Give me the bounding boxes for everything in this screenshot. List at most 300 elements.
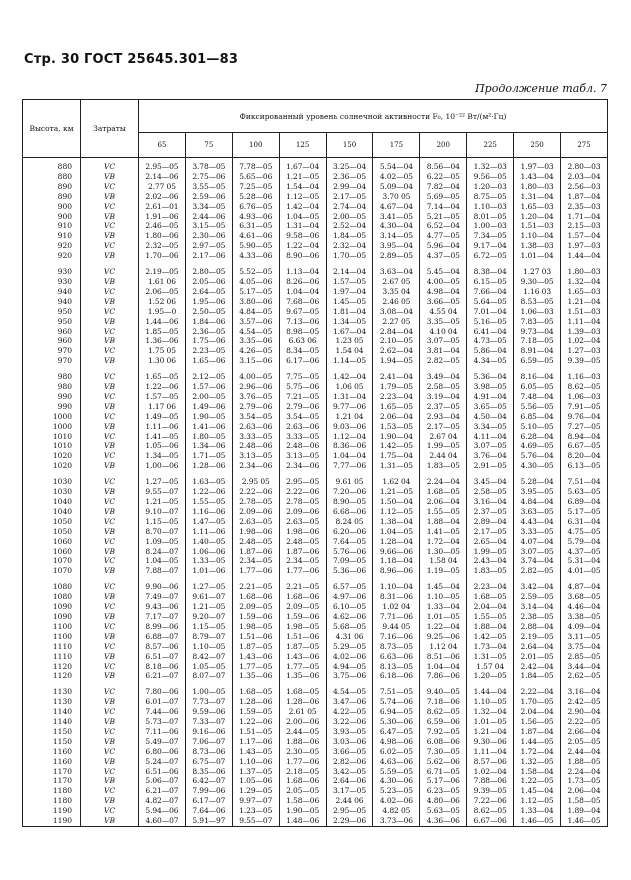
value-cell: 9.10—07: [139, 507, 186, 517]
value-cell: 7.22—06: [467, 796, 514, 806]
value-cell: 1.23 05: [326, 336, 373, 346]
value-cell: 3.45—04: [467, 477, 514, 487]
value-cell: 4.91—04: [467, 392, 514, 402]
cost-cell: VB: [81, 297, 139, 307]
table-row: [23, 382, 608, 392]
value-cell: 5.30—06: [373, 717, 420, 727]
value-cell: 1.53—05: [373, 422, 420, 432]
value-cell: 3.76—05: [232, 392, 279, 402]
value-cell: 6.20—06: [326, 527, 373, 537]
value-cell: 1.87—06: [232, 547, 279, 557]
value-cell: 8.73—05: [373, 642, 420, 652]
value-cell: 7.51—04: [561, 477, 608, 487]
value-cell: 2.93—04: [420, 412, 467, 422]
value-cell: 3.35—05: [420, 317, 467, 327]
value-cell: 4.77—05: [420, 231, 467, 241]
value-cell: 6.68—06: [326, 507, 373, 517]
value-cell: 1.50—04: [373, 497, 420, 507]
value-cell: 2.64—04: [514, 642, 561, 652]
value-cell: 1.18—04: [373, 556, 420, 566]
cost-cell: VC: [81, 392, 139, 402]
value-cell: 9.76—04: [561, 412, 608, 422]
value-cell: 1.21—04: [467, 727, 514, 737]
cost-cell: VC: [81, 662, 139, 672]
value-cell: 2.89—05: [373, 251, 420, 261]
value-cell: 1.32—05: [514, 757, 561, 767]
value-cell: 8.38—04: [467, 267, 514, 277]
value-cell: 2.99—04: [326, 182, 373, 192]
value-cell: 2.61—01: [139, 202, 186, 212]
value-cell: 1.35—06: [232, 671, 279, 681]
value-cell: 1.30—05: [420, 547, 467, 557]
value-cell: 4.54—05: [326, 687, 373, 697]
height-cell: 990: [23, 402, 81, 412]
value-cell: 1.16—03: [561, 372, 608, 382]
value-cell: 1.80—05: [185, 432, 232, 442]
value-cell: 2.22—06: [279, 487, 326, 497]
value-cell: 1.98—05: [279, 622, 326, 632]
value-cell: 1.10—05: [467, 697, 514, 707]
cost-cell: VB: [81, 776, 139, 786]
value-cell: 1.90—05: [279, 806, 326, 816]
value-cell: 8.79—07: [185, 632, 232, 642]
value-cell: 1.52 06: [139, 297, 186, 307]
value-cell: 2.21—05: [279, 582, 326, 592]
value-cell: 3.35 04: [373, 287, 420, 297]
value-cell: 1.20—04: [514, 212, 561, 222]
value-cell: 3.33—05: [279, 432, 326, 442]
value-cell: 3.44—04: [561, 662, 608, 672]
value-cell: 9.67—05: [279, 307, 326, 317]
value-cell: 1.49—06: [185, 402, 232, 412]
value-cell: 3.70 05: [373, 192, 420, 202]
value-cell: 4.80—06: [420, 796, 467, 806]
value-cell: 8.42—07: [185, 652, 232, 662]
value-cell: 7.09—05: [326, 556, 373, 566]
value-cell: 5.36—04: [467, 372, 514, 382]
level-header-100: 100: [232, 133, 279, 158]
height-cell: 1130: [23, 697, 81, 707]
value-cell: 8.57—06: [467, 757, 514, 767]
value-cell: 2.09—06: [279, 507, 326, 517]
value-cell: 3.66—05: [326, 747, 373, 757]
value-cell: 1.68—05: [420, 487, 467, 497]
value-cell: 1.68—06: [279, 592, 326, 602]
value-cell: 7.48—04: [514, 392, 561, 402]
table-row: [23, 412, 608, 422]
value-cell: 1.31—05: [467, 652, 514, 662]
value-cell: 1.10—04: [373, 582, 420, 592]
value-cell: 2.82—05: [514, 566, 561, 576]
table-row: [23, 287, 608, 297]
value-cell: 1.20—03: [467, 182, 514, 192]
value-cell: 7.80—06: [139, 687, 186, 697]
value-cell: 1.87—05: [232, 642, 279, 652]
value-cell: 9.16—06: [185, 727, 232, 737]
value-cell: 8.62—05: [467, 806, 514, 816]
value-cell: 9.39—05: [467, 786, 514, 796]
value-cell: 1.11—06: [185, 527, 232, 537]
cost-cell: VB: [81, 757, 139, 767]
value-cell: 9.39—05: [561, 356, 608, 366]
value-cell: 2.09—05: [279, 602, 326, 612]
value-cell: 2.37—05: [420, 402, 467, 412]
cost-cell: VC: [81, 602, 139, 612]
value-cell: 1.06—03: [514, 307, 561, 317]
value-cell: 6.51—07: [139, 652, 186, 662]
value-cell: 2.05—06: [185, 277, 232, 287]
value-cell: 5.96—04: [420, 241, 467, 251]
value-cell: 4.60—07: [139, 816, 186, 826]
value-cell: 1.51—06: [232, 632, 279, 642]
value-cell: 6.76—05: [232, 202, 279, 212]
height-cell: 1020: [23, 461, 81, 471]
value-cell: 2.04—04: [514, 707, 561, 717]
value-cell: 2.41—04: [373, 372, 420, 382]
value-cell: 1.70—05: [326, 251, 373, 261]
value-cell: 1.00—05: [185, 687, 232, 697]
value-cell: 1.88—04: [467, 622, 514, 632]
value-cell: 3.17—05: [326, 786, 373, 796]
height-cell: 1120: [23, 671, 81, 681]
value-cell: 1.56—05: [514, 717, 561, 727]
value-cell: 1.77—06: [279, 757, 326, 767]
value-cell: 7.20—06: [326, 487, 373, 497]
value-cell: 2.15—03: [561, 221, 608, 231]
value-cell: 4.67—04: [373, 202, 420, 212]
value-cell: 2.78—05: [232, 497, 279, 507]
value-cell: 1.49—05: [139, 412, 186, 422]
height-cell: 880: [23, 172, 81, 182]
value-cell: 3.49—04: [420, 372, 467, 382]
value-cell: 1.97—03: [561, 241, 608, 251]
cost-cell: VC: [81, 622, 139, 632]
cost-cell: VB: [81, 737, 139, 747]
value-cell: 1.22—06: [139, 382, 186, 392]
value-cell: 1.51—03: [561, 307, 608, 317]
height-cell: 910: [23, 231, 81, 241]
value-cell: 2.63—05: [232, 517, 279, 527]
value-cell: 8.99—06: [139, 622, 186, 632]
value-cell: 1.68—06: [279, 776, 326, 786]
cost-cell: VC: [81, 287, 139, 297]
value-cell: 3.54—05: [279, 412, 326, 422]
value-cell: 6.21—07: [139, 671, 186, 681]
value-cell: 8.24 05: [326, 517, 373, 527]
table-row: [23, 786, 608, 796]
value-cell: 1.85—05: [139, 327, 186, 337]
value-cell: 1.32—04: [561, 277, 608, 287]
height-cell: 890: [23, 192, 81, 202]
value-cell: 6.17—07: [185, 796, 232, 806]
value-cell: 1.70—06: [139, 251, 186, 261]
value-cell: 1.27—03: [561, 346, 608, 356]
value-cell: 5.75—06: [279, 382, 326, 392]
value-cell: 9.90—06: [139, 582, 186, 592]
value-cell: 6.42—07: [185, 776, 232, 786]
table-row: [23, 327, 608, 337]
value-cell: 4.62—06: [326, 612, 373, 622]
value-cell: 1.02—04: [467, 767, 514, 777]
value-cell: 2.05—05: [561, 737, 608, 747]
value-cell: 2.66—04: [561, 727, 608, 737]
value-cell: 5.24—07: [139, 757, 186, 767]
value-cell: 1.10—05: [420, 592, 467, 602]
value-cell: 7.64—06: [185, 806, 232, 816]
table-row: [23, 158, 608, 172]
value-cell: 1.04—05: [373, 527, 420, 537]
value-cell: 1.44—04: [467, 687, 514, 697]
value-cell: 3.14—05: [373, 231, 420, 241]
value-cell: 2.44 06: [326, 796, 373, 806]
height-cell: 1030: [23, 487, 81, 497]
height-cell: 1170: [23, 776, 81, 786]
cost-cell: VC: [81, 806, 139, 816]
value-cell: 6.05—05: [514, 382, 561, 392]
value-cell: 1.97—03: [514, 158, 561, 172]
value-cell: 1.01—04: [514, 251, 561, 261]
height-cell: 900: [23, 212, 81, 222]
value-cell: 1.58—05: [561, 796, 608, 806]
cost-cell: VC: [81, 327, 139, 337]
value-cell: 1.11—06: [139, 422, 186, 432]
value-cell: 4.50—04: [467, 412, 514, 422]
value-cell: 1.00—06: [139, 461, 186, 471]
value-cell: 4.00—05: [420, 277, 467, 287]
value-cell: 4.11—04: [467, 432, 514, 442]
table-row: [23, 556, 608, 566]
value-cell: 5.31—04: [561, 556, 608, 566]
value-cell: 1.68—05: [279, 687, 326, 697]
value-cell: 1.12—05: [514, 796, 561, 806]
value-cell: 1.43—06: [232, 652, 279, 662]
value-cell: 2.62—05: [561, 671, 608, 681]
value-cell: 1.38—04: [373, 517, 420, 527]
value-cell: 1.80—03: [561, 267, 608, 277]
value-cell: 5.17—05: [561, 507, 608, 517]
value-cell: 6.59—05: [514, 356, 561, 366]
value-cell: 2.44—05: [279, 727, 326, 737]
value-cell: 1.22—05: [514, 776, 561, 786]
height-cell: 1170: [23, 767, 81, 777]
table-row: [23, 221, 608, 231]
table-row: [23, 497, 608, 507]
cost-cell: VB: [81, 592, 139, 602]
value-cell: 5.36—06: [326, 566, 373, 576]
value-cell: 1.31—05: [373, 461, 420, 471]
value-cell: 4.30—06: [373, 776, 420, 786]
value-cell: 1.21 04: [326, 412, 373, 422]
cost-cell: VB: [81, 336, 139, 346]
value-cell: 4.94—05: [326, 662, 373, 672]
value-cell: 6.15—05: [467, 277, 514, 287]
value-cell: 2.80—03: [561, 158, 608, 172]
value-cell: 6.67—05: [561, 441, 608, 451]
value-cell: 3.19—04: [420, 392, 467, 402]
height-column-header: Высота, км: [23, 100, 81, 158]
cost-cell: VB: [81, 527, 139, 537]
table-row: [23, 241, 608, 251]
value-cell: 1.79—05: [373, 382, 420, 392]
table-row: [23, 507, 608, 517]
value-cell: 1.83—05: [420, 461, 467, 471]
value-cell: 1.16 03: [514, 287, 561, 297]
table-row: [23, 392, 608, 402]
value-cell: 6.94—05: [373, 707, 420, 717]
value-cell: 1.42—05: [373, 441, 420, 451]
value-cell: 6.89—04: [561, 497, 608, 507]
value-cell: 6.52—04: [420, 221, 467, 231]
cost-cell: VC: [81, 221, 139, 231]
value-cell: 5.94—06: [139, 806, 186, 816]
cost-cell: VB: [81, 816, 139, 826]
table-continuation-label: Продолжение табл. 7: [475, 82, 607, 95]
value-cell: 9.73—04: [514, 327, 561, 337]
cost-cell: VC: [81, 372, 139, 382]
value-cell: 2.19—05: [139, 267, 186, 277]
cost-cell: VB: [81, 612, 139, 622]
value-cell: 2.03—04: [561, 172, 608, 182]
value-cell: 2.96—06: [232, 382, 279, 392]
value-cell: 1.31—04: [514, 192, 561, 202]
value-cell: 8.01—05: [467, 212, 514, 222]
value-cell: 3.65—05: [467, 402, 514, 412]
table-row: [23, 251, 608, 261]
level-header-275: 275: [561, 133, 608, 158]
value-cell: 8.24—07: [139, 547, 186, 557]
value-cell: 6.63 06: [279, 336, 326, 346]
value-cell: 1.80—06: [139, 231, 186, 241]
value-cell: 4.36—06: [420, 816, 467, 826]
value-cell: 1.12 04: [420, 642, 467, 652]
table-row: [23, 267, 608, 277]
value-cell: 2.64—06: [326, 776, 373, 786]
value-cell: 2.34—05: [279, 556, 326, 566]
value-cell: 1.65—03: [514, 202, 561, 212]
value-cell: 5.73—07: [139, 717, 186, 727]
value-cell: 1.11—04: [467, 747, 514, 757]
value-cell: 9.17—04: [467, 241, 514, 251]
value-cell: 2.65—04: [467, 537, 514, 547]
cost-cell: VB: [81, 231, 139, 241]
value-cell: 6.57—05: [326, 582, 373, 592]
value-cell: 1.38—03: [514, 241, 561, 251]
value-cell: 1.17—06: [232, 737, 279, 747]
value-cell: 9.97—07: [232, 796, 279, 806]
cost-cell: VC: [81, 687, 139, 697]
value-cell: 1.06—06: [185, 547, 232, 557]
value-cell: 1.04—05: [279, 212, 326, 222]
table-row: [23, 317, 608, 327]
value-cell: 5.28—06: [232, 192, 279, 202]
value-cell: 3.11—05: [561, 632, 608, 642]
value-cell: 1.04—05: [139, 556, 186, 566]
table-row: [23, 372, 608, 382]
value-cell: 1.23—05: [232, 806, 279, 816]
value-cell: 7.64—05: [326, 537, 373, 547]
value-cell: 1.88—05: [561, 757, 608, 767]
value-cell: 9.20—07: [185, 612, 232, 622]
value-cell: 2.30—05: [279, 747, 326, 757]
value-cell: 2.42—05: [561, 697, 608, 707]
value-cell: 1.12—04: [326, 432, 373, 442]
value-cell: 1.28—06: [279, 697, 326, 707]
value-cell: 6.08—06: [420, 737, 467, 747]
value-cell: 2.88—04: [514, 622, 561, 632]
table-row: [23, 517, 608, 527]
value-cell: 8.51—06: [420, 652, 467, 662]
value-cell: 1.22—04: [420, 622, 467, 632]
value-cell: 3.76—04: [467, 451, 514, 461]
table-row: [23, 612, 608, 622]
height-cell: 1180: [23, 796, 81, 806]
value-cell: 7.88—07: [139, 566, 186, 576]
value-cell: 2.95—05: [279, 477, 326, 487]
height-cell: 920: [23, 241, 81, 251]
table-row: [23, 231, 608, 241]
value-cell: 2.00—06: [279, 717, 326, 727]
value-cell: 1.97—04: [326, 287, 373, 297]
value-cell: 7.71—06: [373, 612, 420, 622]
cost-cell: VC: [81, 642, 139, 652]
value-cell: 6.13—05: [561, 461, 608, 471]
value-cell: 2.01—05: [514, 652, 561, 662]
value-cell: 5.21—05: [420, 212, 467, 222]
value-cell: 4.84—04: [514, 497, 561, 507]
value-cell: 6.72—05: [467, 251, 514, 261]
value-cell: 1.67—04: [279, 158, 326, 172]
height-cell: 1190: [23, 816, 81, 826]
value-cell: 5.59—05: [373, 767, 420, 777]
height-cell: 1100: [23, 632, 81, 642]
value-cell: 2.67 04: [420, 432, 467, 442]
value-cell: 1.05—06: [139, 441, 186, 451]
value-cell: 5.10—05: [514, 422, 561, 432]
value-cell: 5.79—04: [561, 537, 608, 547]
value-cell: 3.57—06: [232, 317, 279, 327]
value-cell: 1.41—06: [185, 422, 232, 432]
value-cell: 2.32—05: [139, 241, 186, 251]
value-cell: 1.57—05: [139, 392, 186, 402]
value-cell: 7.21—05: [279, 392, 326, 402]
level-header-250: 250: [514, 133, 561, 158]
level-header-175: 175: [373, 133, 420, 158]
value-cell: 5.64—05: [467, 297, 514, 307]
value-cell: 3.42—05: [326, 767, 373, 777]
value-cell: 4.31 06: [326, 632, 373, 642]
value-cell: 9.55—07: [232, 816, 279, 826]
value-cell: 7.82—04: [420, 182, 467, 192]
value-cell: 1.98—06: [279, 527, 326, 537]
height-cell: 1010: [23, 432, 81, 442]
value-cell: 7.78—05: [232, 158, 279, 172]
value-cell: 7.25—05: [232, 182, 279, 192]
value-cell: 1.22—04: [279, 241, 326, 251]
data-table: [22, 99, 608, 827]
table-row: [23, 402, 608, 412]
value-cell: 1.83—05: [467, 566, 514, 576]
value-cell: 2.85—05: [561, 652, 608, 662]
height-cell: 1050: [23, 527, 81, 537]
value-cell: 1.28—06: [185, 461, 232, 471]
value-cell: 2.52—04: [326, 221, 373, 231]
value-cell: 8.94—04: [561, 432, 608, 442]
value-cell: 8.90—05: [326, 497, 373, 507]
table-row: [23, 277, 608, 287]
height-cell: 1090: [23, 602, 81, 612]
value-cell: 8.56—04: [420, 158, 467, 172]
height-cell: 930: [23, 267, 81, 277]
